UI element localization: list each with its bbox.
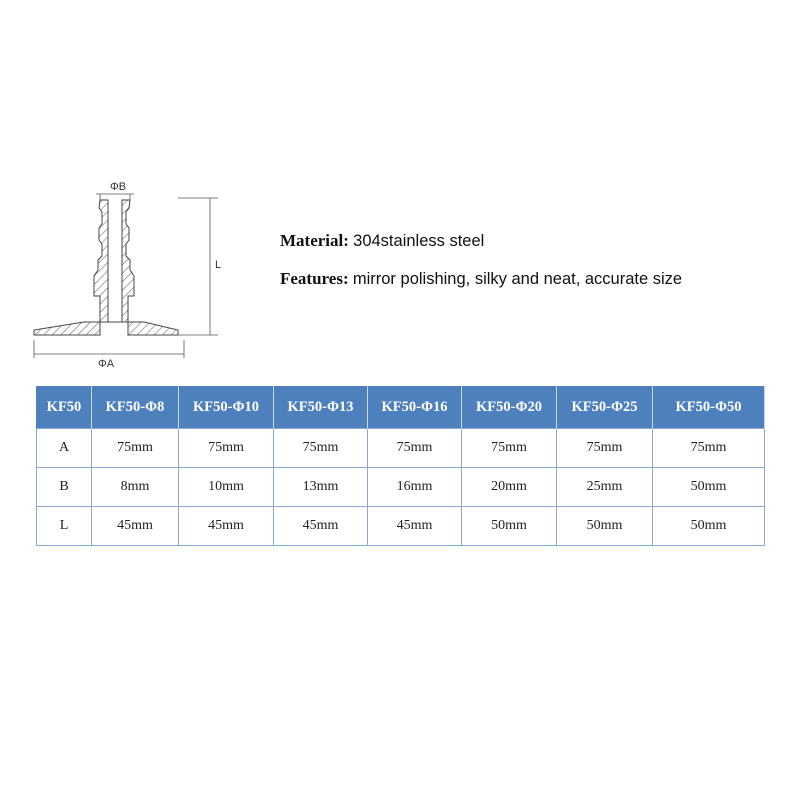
features-label: Features: xyxy=(280,269,349,288)
kf50-hose-barb-drawing xyxy=(28,172,243,377)
column-header: KF50-Φ16 xyxy=(368,386,462,429)
table-cell: 75mm xyxy=(462,429,557,468)
table-cell: 50mm xyxy=(462,507,557,546)
dimension-label-b: ΦB xyxy=(110,181,127,193)
dimension-label-a: ΦA xyxy=(98,358,115,370)
column-header: KF50-Φ8 xyxy=(92,386,179,429)
column-header: KF50-Φ25 xyxy=(557,386,653,429)
features-value: mirror polishing, silky and neat, accurate size xyxy=(352,270,683,288)
table-header-row xyxy=(37,386,765,429)
features-line xyxy=(280,269,682,289)
table-cell: 75mm xyxy=(179,429,274,468)
column-header: KF50-Φ10 xyxy=(179,386,274,429)
table-cell: 45mm xyxy=(274,507,368,546)
row-header: L xyxy=(37,507,92,546)
table-cell: 13mm xyxy=(274,468,368,507)
table-cell: 75mm xyxy=(92,429,179,468)
table-cell: 20mm xyxy=(462,468,557,507)
table-cell: 10mm xyxy=(179,468,274,507)
table-row xyxy=(37,468,765,507)
part-section xyxy=(34,200,178,335)
spec-table xyxy=(36,386,765,546)
row-header: B xyxy=(37,468,92,507)
table-cell: 16mm xyxy=(368,468,462,507)
table-cell: 75mm xyxy=(368,429,462,468)
column-header: KF50 xyxy=(37,386,92,429)
column-header: KF50-Φ20 xyxy=(462,386,557,429)
table-row xyxy=(37,429,765,468)
dimension-label-l: L xyxy=(215,259,222,271)
table-row xyxy=(37,507,765,546)
table-cell: 8mm xyxy=(92,468,179,507)
table-cell: 45mm xyxy=(179,507,274,546)
column-header: KF50-Φ13 xyxy=(274,386,368,429)
table-cell: 45mm xyxy=(368,507,462,546)
row-header: A xyxy=(37,429,92,468)
table-cell: 50mm xyxy=(557,507,653,546)
table-cell: 45mm xyxy=(92,507,179,546)
column-header: KF50-Φ50 xyxy=(653,386,765,429)
table-cell: 75mm xyxy=(653,429,765,468)
material-value: 304stainless steel xyxy=(353,232,485,250)
table-cell: 50mm xyxy=(653,468,765,507)
table-cell: 75mm xyxy=(557,429,653,468)
table-cell: 25mm xyxy=(557,468,653,507)
table-cell: 50mm xyxy=(653,507,765,546)
table-cell: 75mm xyxy=(274,429,368,468)
material-line xyxy=(280,231,484,251)
material-label: Material: xyxy=(280,231,349,250)
